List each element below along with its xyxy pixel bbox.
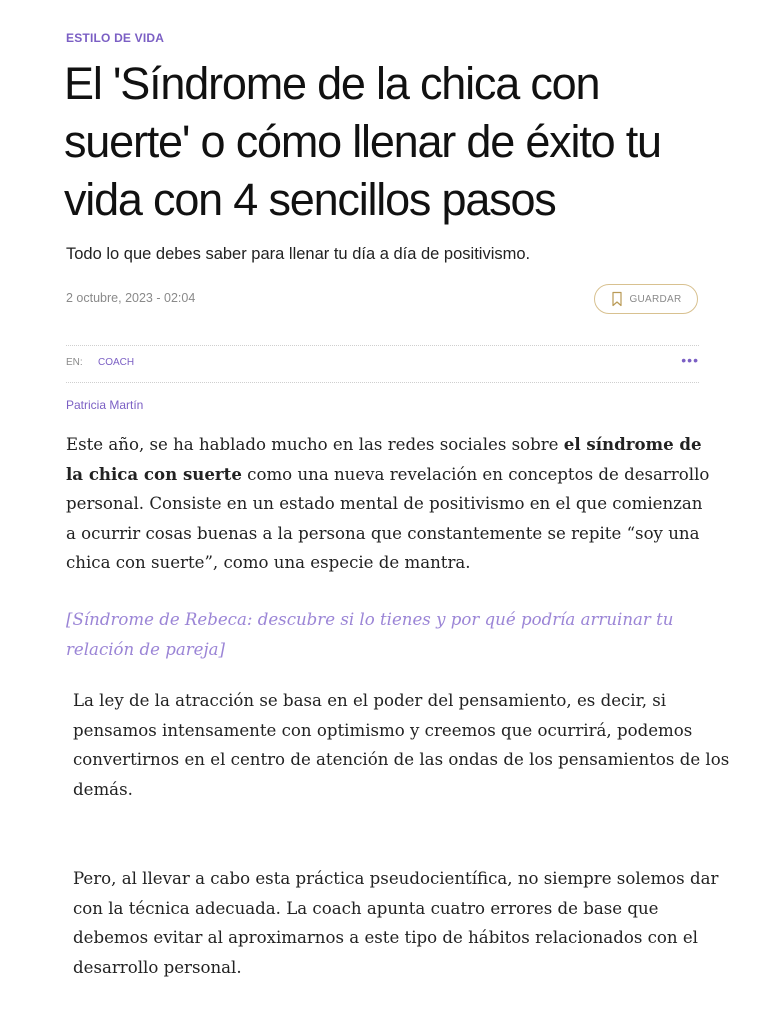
save-button-label: GUARDAR (629, 293, 682, 305)
publish-time: 02:04 (164, 291, 196, 305)
p1-text-b: como una nueva revelación en conceptos de desarrollo personal. Consiste en un estado mental de positivismo en el que comienzan a ocurrir cosas buenas a la persona que constantemente se repite “soy una chica con suerte”, como una especie de mantra. (66, 464, 710, 572)
more-options-icon[interactable]: ••• (681, 352, 699, 368)
body-paragraph-1 (66, 430, 716, 578)
category-link[interactable]: ESTILO DE VIDA (66, 31, 165, 45)
divider-top (66, 345, 699, 346)
related-article-link[interactable]: [Síndrome de Rebeca: descubre si lo tienes y por qué podría arruinar tu relación de pareja] (66, 610, 674, 659)
divider-bottom (66, 382, 699, 383)
p1-highlight: el síndrome de la chica con suerte (66, 434, 702, 484)
body-paragraph-2: La ley de la atracción se basa en el poder del pensamiento, es decir, si pensamos intensamente con optimismo y creemos que ocurrirá, podemos convertirnos en el centro de atención de las ondas de los pensamientos de los demás. (73, 691, 730, 799)
publish-date (66, 291, 195, 305)
bookmark-icon (610, 291, 624, 307)
article-subtitle: Todo lo que debes saber para llenar tu día a día de positivismo. (66, 245, 531, 263)
date-separator: - (156, 291, 164, 305)
tag-coach[interactable]: COACH (98, 357, 135, 368)
article-title: El 'Síndrome de la chica con suerte' o cómo llenar de éxito tu vida con 4 sencillos pasos (64, 58, 661, 225)
p1-text-a: Este año, se ha hablado mucho en las redes sociales sobre (66, 435, 564, 454)
publish-date-day: 2 octubre, 2023 (66, 291, 153, 305)
tags-label: EN: (66, 357, 83, 368)
body-paragraph-3: Pero, al llevar a cabo esta práctica pseudocientífica, no siempre solemos dar con la técnica adecuada. La coach apunta cuatro errores de base que debemos evitar al aproximarnos a este tipo de hábitos relacionados con el desarrollo personal. (73, 869, 719, 977)
save-button[interactable] (594, 284, 698, 314)
author-link[interactable]: Patricia Martín (66, 398, 144, 412)
tags-row (66, 352, 699, 373)
